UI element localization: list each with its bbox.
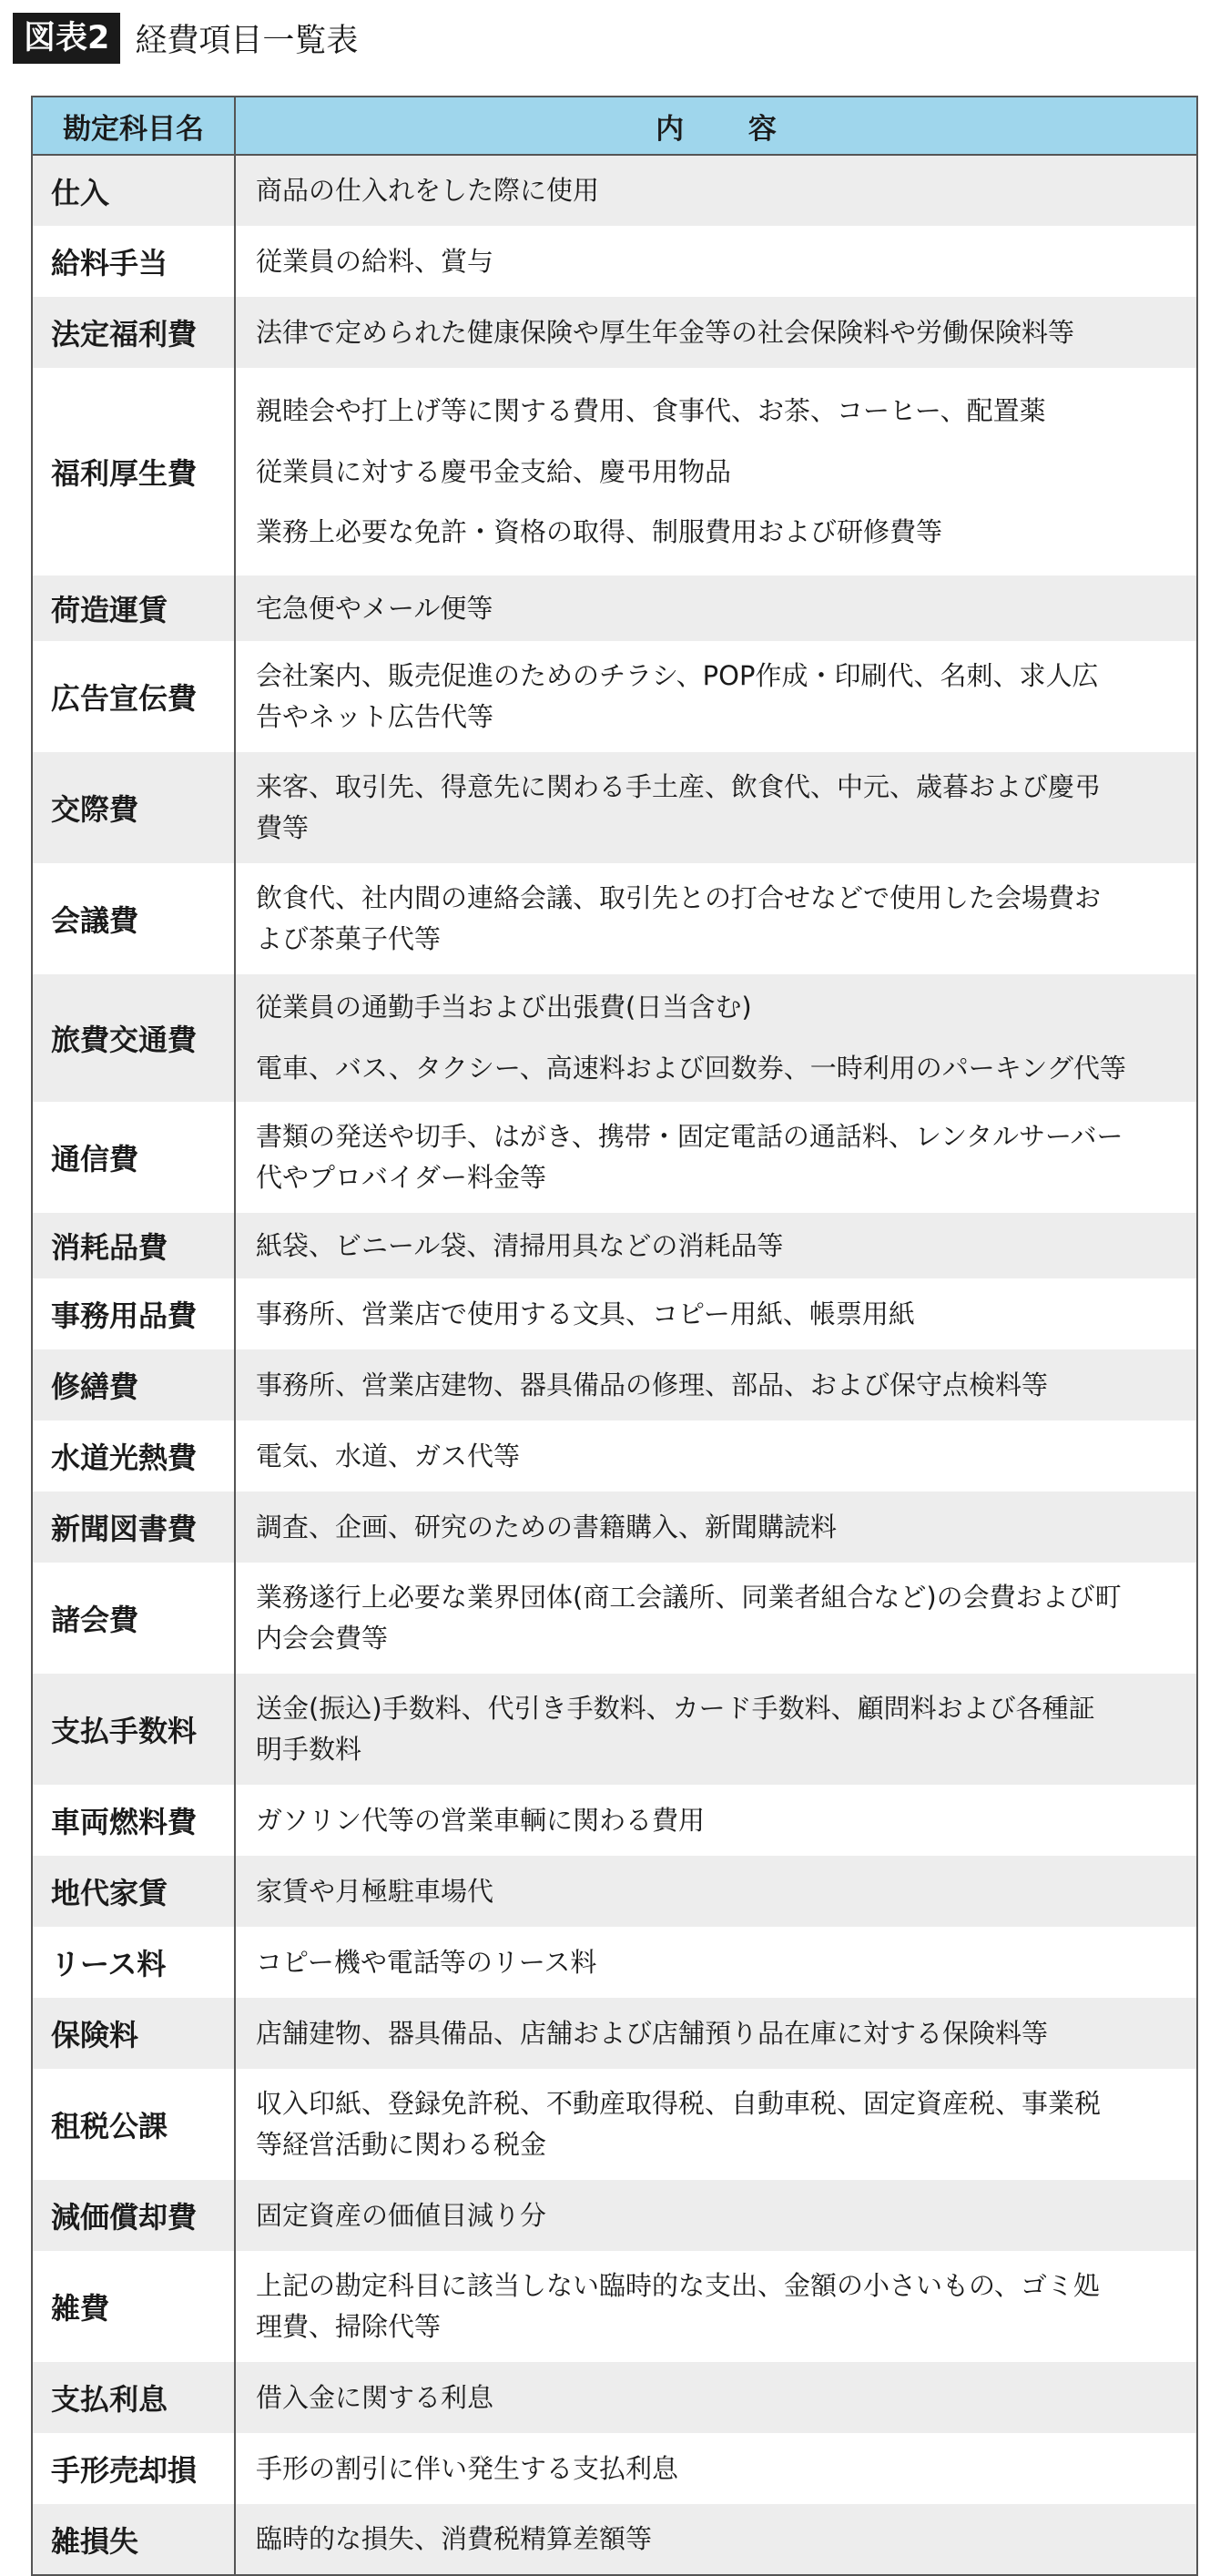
content-line: 送金(振込)手数料、代引き手数料、カード手数料、顧問料および各種証	[256, 1693, 1095, 1725]
content-cell	[235, 1278, 1197, 1349]
content-line: 法律で定められた健康保険や厚生年金等の社会保険料や労働保険料等	[256, 316, 1075, 348]
content-cell	[235, 2069, 1197, 2180]
content-line: 費等	[256, 812, 310, 843]
table-row	[32, 641, 1197, 752]
column-header-account-name: 勘定科目名	[32, 97, 235, 155]
account-name-cell: 通信費	[32, 1102, 235, 1213]
content-line: 明手数料	[256, 1734, 362, 1765]
account-name-cell: 給料手当	[32, 226, 235, 297]
content-line: 店舗建物、器具備品、店舗および店舗預り品在庫に対する保険料等	[256, 2017, 1049, 2049]
content-cell	[235, 1492, 1197, 1563]
table-row	[32, 1785, 1197, 1856]
table-row	[32, 2433, 1197, 2504]
account-name-cell: 雑損失	[32, 2504, 235, 2575]
content-line: 臨時的な損失、消費税精算差額等	[256, 2523, 653, 2555]
account-name-cell: 事務用品費	[32, 1278, 235, 1349]
header-row	[32, 97, 1197, 155]
content-cell	[235, 974, 1197, 1102]
content-line: 従業員に対する慶弔金支給、慶弔用物品	[256, 455, 732, 487]
account-name-cell: 地代家賃	[32, 1856, 235, 1927]
table-row	[32, 1856, 1197, 1927]
table-row	[32, 1563, 1197, 1674]
content-line: 紙袋、ビニール袋、清掃用具などの消耗品等	[256, 1229, 784, 1261]
content-line: 上記の勘定科目に該当しない臨時的な支出、金額の小さいもの、ゴミ処	[256, 2270, 1100, 2302]
account-name-cell: リース料	[32, 1927, 235, 1998]
table-row	[32, 2504, 1197, 2575]
account-name-cell: 交際費	[32, 752, 235, 863]
table-row	[32, 2251, 1197, 2362]
table-row	[32, 2069, 1197, 2180]
table-row	[32, 1102, 1197, 1213]
account-name-cell: 荷造運賃	[32, 575, 235, 641]
content-line: 電気、水道、ガス代等	[256, 1440, 521, 1471]
table-row	[32, 752, 1197, 863]
content-line: 事務所、営業店建物、器具備品の修理、部品、および保守点検料等	[256, 1369, 1049, 1400]
content-cell	[235, 1420, 1197, 1492]
content-line: 借入金に関する利息	[256, 2381, 494, 2413]
content-line: よび茶菓子代等	[256, 923, 442, 954]
expense-table	[31, 96, 1198, 2576]
content-cell	[235, 575, 1197, 641]
table-row	[32, 1349, 1197, 1420]
table-row	[32, 155, 1197, 226]
table-row	[32, 297, 1197, 368]
account-name-cell: 支払利息	[32, 2362, 235, 2433]
account-name-cell: 旅費交通費	[32, 974, 235, 1102]
account-name-cell: 水道光熱費	[32, 1420, 235, 1492]
account-name-cell: 法定福利費	[32, 297, 235, 368]
table-row	[32, 1674, 1197, 1785]
content-line: 理費、掃除代等	[256, 2311, 442, 2342]
table-row	[32, 1998, 1197, 2069]
account-name-cell: 手形売却損	[32, 2433, 235, 2504]
content-line: 来客、取引先、得意先に関わる手土産、飲食代、中元、歳暮および慶弔	[256, 771, 1102, 803]
figure-title: 経費項目一覧表	[135, 23, 359, 59]
account-name-cell: 車両燃料費	[32, 1785, 235, 1856]
content-cell	[235, 1674, 1197, 1785]
content-cell	[235, 368, 1197, 575]
account-name-cell: 福利厚生費	[32, 368, 235, 575]
content-line: 手形の割引に伴い発生する支払利息	[256, 2452, 679, 2484]
account-name-cell: 諸会費	[32, 1563, 235, 1674]
figure-header	[13, 13, 358, 64]
content-cell	[235, 2504, 1197, 2575]
account-name-cell: 仕入	[32, 155, 235, 226]
table-row	[32, 1420, 1197, 1492]
content-line: 代やプロバイダー料金等	[256, 1162, 547, 1193]
table-row	[32, 1492, 1197, 1563]
content-line: 固定資産の価値目減り分	[256, 2199, 547, 2231]
table-row	[32, 2362, 1197, 2433]
content-line: 収入印紙、登録免許税、不動産取得税、自動車税、固定資産税、事業税	[256, 2088, 1102, 2120]
content-cell	[235, 1213, 1197, 1278]
account-name-cell: 租税公課	[32, 2069, 235, 2180]
table-row	[32, 226, 1197, 297]
content-line: 告やネット広告代等	[256, 701, 494, 732]
content-cell	[235, 2362, 1197, 2433]
content-line: 書類の発送や切手、はがき、携帯・固定電話の通話料、レンタルサーバー	[256, 1121, 1123, 1153]
content-line: 事務所、営業店で使用する文具、コピー用紙、帳票用紙	[256, 1298, 915, 1329]
content-line: 宅急便やメール便等	[256, 592, 493, 624]
content-cell	[235, 155, 1197, 226]
table-header	[32, 97, 1197, 155]
column-header-content: 内 容	[235, 97, 1197, 155]
account-name-cell: 支払手数料	[32, 1674, 235, 1785]
content-line: ガソリン代等の営業車輌に関わる費用	[256, 1804, 706, 1836]
content-cell	[235, 226, 1197, 297]
content-line: 商品の仕入れをした際に使用	[256, 175, 600, 207]
content-cell	[235, 297, 1197, 368]
content-cell	[235, 752, 1197, 863]
content-cell	[235, 2180, 1197, 2251]
content-cell	[235, 1998, 1197, 2069]
table-row	[32, 863, 1197, 974]
content-cell	[235, 1563, 1197, 1674]
table-row	[32, 1278, 1197, 1349]
table-row	[32, 1927, 1197, 1998]
content-line: 業務上必要な免許・資格の取得、制服費用および研修費等	[256, 516, 943, 548]
account-name-cell: 会議費	[32, 863, 235, 974]
content-cell	[235, 1927, 1197, 1998]
content-cell	[235, 1349, 1197, 1420]
content-cell	[235, 1856, 1197, 1927]
account-name-cell: 雑費	[32, 2251, 235, 2362]
content-cell	[235, 641, 1197, 752]
figure-label: 図表2	[13, 13, 120, 64]
table-row	[32, 1213, 1197, 1278]
content-cell	[235, 2433, 1197, 2504]
account-name-cell: 広告宣伝費	[32, 641, 235, 752]
table-row	[32, 575, 1197, 641]
account-name-cell: 修繕費	[32, 1349, 235, 1420]
content-cell	[235, 2251, 1197, 2362]
content-line: 従業員の給料、賞与	[256, 245, 494, 277]
account-name-cell: 減価償却費	[32, 2180, 235, 2251]
content-cell	[235, 1102, 1197, 1213]
content-cell	[235, 1785, 1197, 1856]
content-cell	[235, 863, 1197, 974]
content-line: 調査、企画、研究のための書籍購入、新聞購読料	[256, 1511, 838, 1543]
account-name-cell: 新聞図書費	[32, 1492, 235, 1563]
table-row	[32, 368, 1197, 575]
content-line: 業務遂行上必要な業界団体(商工会議所、同業者組合など)の会費および町	[256, 1582, 1122, 1614]
content-line: 従業員の通勤手当および出張費(日当含む)	[256, 992, 752, 1023]
account-name-cell: 消耗品費	[32, 1213, 235, 1278]
content-line: 親睦会や打上げ等に関する費用、食事代、お茶、コーヒー、配置薬	[256, 394, 1046, 426]
table-row	[32, 2180, 1197, 2251]
account-name-cell: 保険料	[32, 1998, 235, 2069]
table-row	[32, 974, 1197, 1102]
content-line: 家賃や月極駐車場代	[256, 1875, 494, 1907]
content-line: 会社案内、販売促進のためのチラシ、POP作成・印刷代、名刺、求人広	[256, 660, 1099, 692]
table-body	[32, 155, 1197, 2575]
content-line: コピー機や電話等のリース料	[256, 1946, 597, 1978]
content-line: 電車、バス、タクシー、高速料および回数券、一時利用のパーキング代等	[256, 1053, 1126, 1084]
content-line: 飲食代、社内間の連絡会議、取引先との打合せなどで使用した会場費お	[256, 882, 1102, 914]
content-line: 内会会費等	[256, 1623, 389, 1654]
content-line: 等経営活動に関わる税金	[256, 2129, 547, 2160]
